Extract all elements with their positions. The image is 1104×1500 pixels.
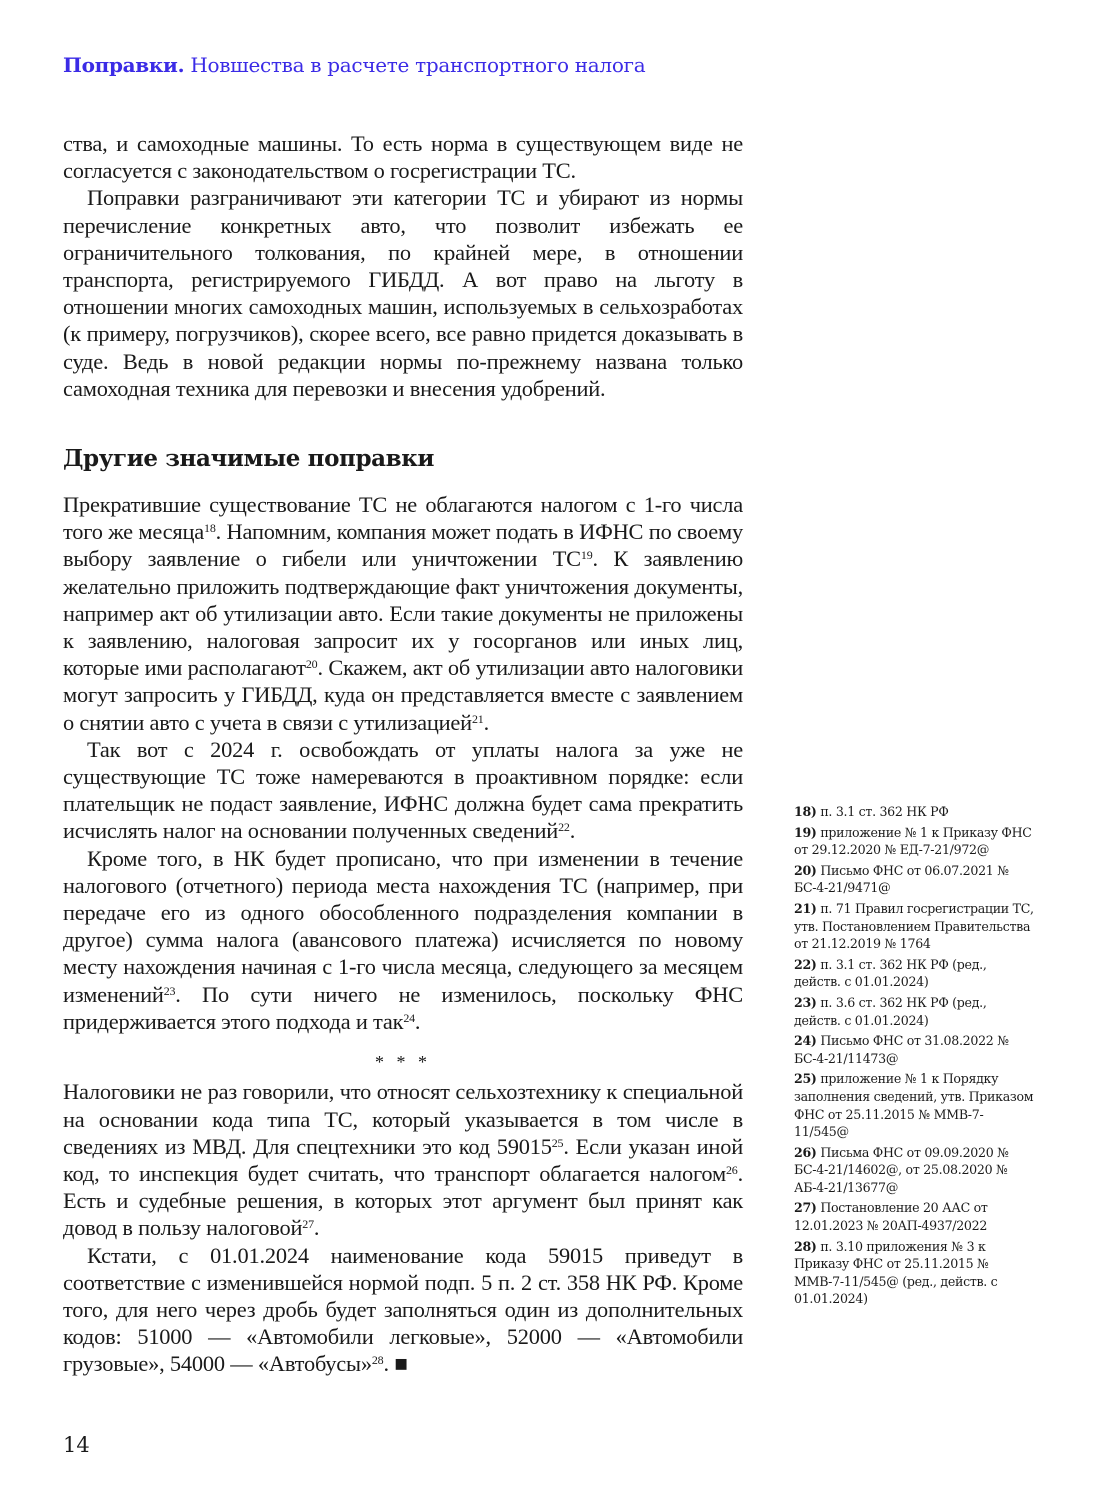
- footnote-ref[interactable]: 23: [163, 983, 176, 998]
- paragraph: Кстати, с 01.01.2024 наименование кода 59015 приведут в соответствие с изменившейся нормой подп. 5 п. 2 ст. 358 НК РФ. Кроме того, для него через дробь будет заполняться один из дополнительных кодов: 51000 — «Автомобили легковые», 52000 — «Автомобили грузовые», 54000 — «Автобусы»$^{28}$. ■: [63, 1242, 743, 1377]
- footnote: 27) Постановление 20 ААС от 12.01.2023 № 20АП-4937/2022: [794, 1200, 988, 1234]
- footnote: 23) п. 3.6 ст. 362 НК РФ (ред., действ. с 01.01.2024): [794, 994, 987, 1028]
- footnote-ref[interactable]: 21: [471, 711, 484, 726]
- paragraph: Кроме того, в НК будет прописано, что при изменении в течение налогового (отчетного) периода места нахождения ТС (например, при передаче его из одного обособленного подразделения компании в другое) сумма налога (авансового платежа) исчисляется по новому месту нахождения начиная с 1-го числа месяца, следующего за месяцем изменений$^{23}$. По сути ничего не изменилось, поскольку ФНС придерживается этого подхода и так$^{24}$.: [63, 845, 743, 1034]
- footnote-ref[interactable]: 25: [551, 1135, 564, 1150]
- footnote-ref[interactable]: 28: [371, 1353, 384, 1368]
- footnote: 24) Письмо ФНС от 31.08.2022 № БС-4-21/11473@: [794, 1033, 1009, 1066]
- article-body: [63, 130, 743, 1378]
- section-separator: * * *: [375, 1052, 431, 1073]
- footnote-ref[interactable]: 26: [725, 1162, 738, 1177]
- paragraph: Поправки разграничивают эти категории ТС и убирают из нормы перечисление конкретных авто, что позволит избежать ее ограничительного толкования, по крайней мере, в отношении транспорта, регистрируемого ГИБДД. А вот право на льготу в отношении многих самоходных машин, используемых в сельхозработах (к примеру, погрузчиков), скорее всего, все равно придется доказывать в суде. Ведь в новой редакции нормы по-прежнему названа только самоходная техника для перевозки и внесения удобрений.: [63, 185, 743, 401]
- footnote: 21) п. 71 Правил госрегистрации ТС, утв. Постановлением Правительства от 21.12.2019 № 1764: [794, 900, 1034, 952]
- footnote-ref[interactable]: 20: [305, 657, 318, 672]
- running-head-section: Поправки.: [63, 53, 185, 77]
- footnote-ref[interactable]: 24: [403, 1010, 415, 1025]
- paragraph: Прекратившие существование ТС не облагаются налогом с 1-го числа того же месяца$^{18}$. Напомним, компания может подать в ИФНС по своему выбору заявление о гибели или уничтожении ТС$^{19}$. К заявлению желательно приложить подтверждающие факт уничтожения документы, например акт об утилизации авто. Если такие документы не приложены к заявлению, налоговая запросит их у госорганов или иных лиц, которые ими располагают$^{20}$. Скажем, акт об утилизации авто налоговики могут запросить у ГИБДД, куда он представляется вместе с заявлением о снятии авто с учета в связи с утилизацией$^{21}$.: [63, 492, 744, 735]
- footnotes-column: [794, 803, 1034, 1311]
- footnote: 28) п. 3.10 приложения № 3 к Приказу ФНС от 25.11.2015 № ММВ-7-11/545@ (ред., действ. с 01.01.2024): [794, 1238, 998, 1307]
- footnote: 20) Письмо ФНС от 06.07.2021 № БС-4-21/9471@: [794, 862, 1009, 896]
- footnote: 18) п. 3.1 ст. 362 НК РФ: [794, 804, 949, 819]
- footnote: 25) приложение № 1 к Порядку заполнения сведений, утв. Приказом ФНС от 25.11.2015 № ММВ-7-11/545@: [794, 1071, 1034, 1140]
- footnote-ref[interactable]: 19: [580, 548, 593, 563]
- paragraph: ства, и самоходные машины. То есть норма в существующем виде не согласуется с законодательством о госрегистрации ТС.: [63, 131, 743, 184]
- footnote: 19) приложение № 1 к Приказу ФНС от 29.12.2020 № ЕД-7-21/972@: [794, 824, 1032, 858]
- page-number: 14: [63, 1433, 90, 1457]
- footnote: 22) п. 3.1 ст. 362 НК РФ (ред., действ. с 01.01.2024): [794, 956, 987, 990]
- running-head-title: Новшества в расчете транспортного налога: [190, 53, 646, 77]
- footnote: 26) Письма ФНС от 09.09.2020 № БС-4-21/14602@, от 25.08.2020 № АБ-4-21/13677@: [794, 1144, 1009, 1195]
- running-head: [63, 53, 645, 77]
- footnote-ref[interactable]: 18: [204, 521, 216, 536]
- footnote-ref[interactable]: 27: [302, 1217, 314, 1232]
- section-heading: Другие значимые поправки: [63, 445, 435, 473]
- paragraph: Так вот с 2024 г. освобождать от уплаты налога за уже не существующие ТС тоже намереваются в проактивном порядке: если плательщик не подаст заявление, ИФНС должна будет сама прекратить исчислять налог на основании полученных сведений$^{22}$.: [63, 736, 743, 844]
- footnote-ref[interactable]: 22: [558, 820, 570, 835]
- paragraph: Налоговики не раз говорили, что относят сельхозтехнику к специальной на основании кода типа ТС, который указывается в том числе в сведениях из МВД. Для спецтехники это код 59015$^{25}$. Если указан иной код, то инспекция будет считать, что транспорт облагается налогом$^{26}$. Есть и судебные решения, в которых этот аргумент был принят как довод в пользу налоговой$^{27}$.: [63, 1079, 743, 1241]
